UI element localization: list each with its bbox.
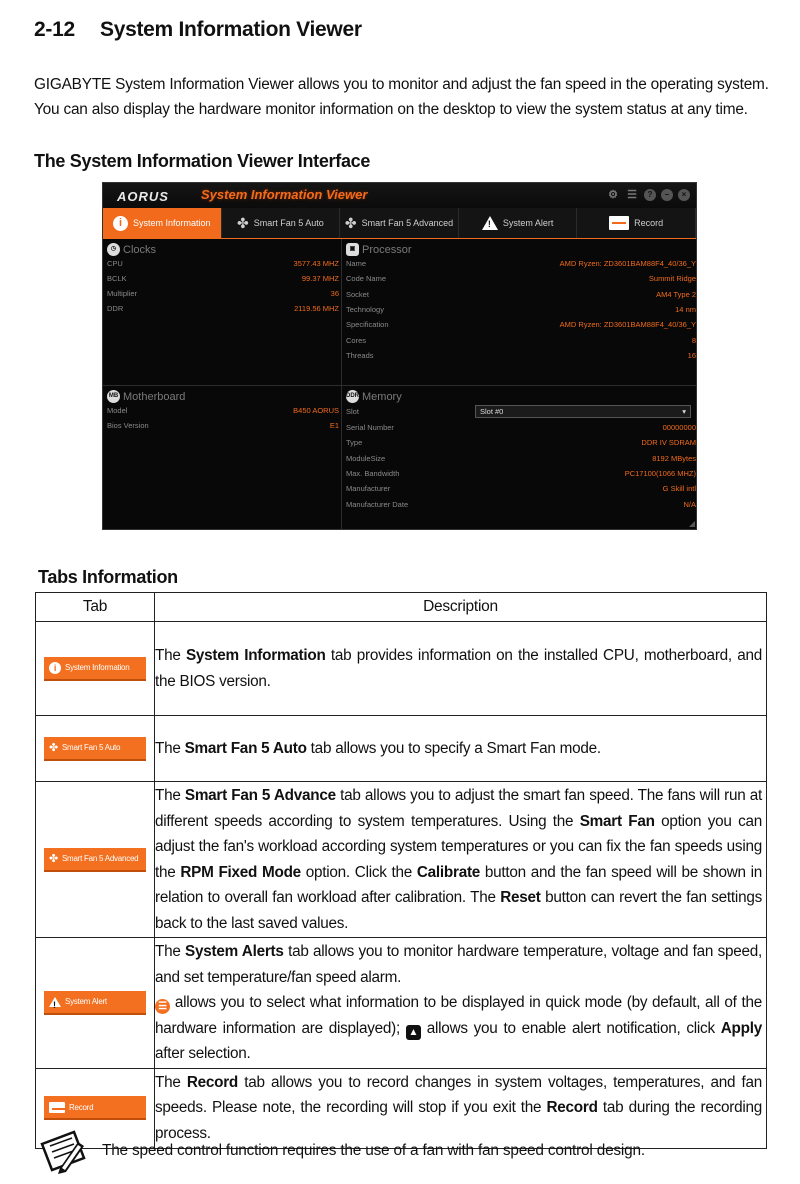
memory-key: Serial Number (346, 423, 394, 432)
tab-system-alert[interactable]: ! System Alert (459, 208, 578, 238)
memory-key: Manufacturer Date (346, 499, 409, 509)
resize-grip-icon[interactable]: ◢ (688, 519, 695, 528)
memory-value: N/A (683, 499, 696, 509)
motherboard-row (107, 421, 339, 435)
tabs-info-heading: Tabs Information (38, 567, 178, 587)
settings-gear-icon[interactable]: ⚙ (608, 189, 618, 201)
processor-row (346, 305, 696, 319)
table-row (36, 782, 767, 938)
clocks-row (107, 304, 339, 318)
record-icon (49, 1102, 65, 1113)
note-pencil-icon (38, 1128, 88, 1174)
info-icon: i (113, 216, 128, 231)
table-header-tab: Tab (36, 593, 155, 622)
memory-row (346, 469, 696, 483)
quick-mode-list-icon: ☰ (155, 999, 170, 1014)
row-description: The Record tab allows you to record changes in system voltages, temperatures, and fan speeds. Please note, the recording will stop if you exit the Record tab during the recording process. (155, 1068, 767, 1148)
motherboard-title: Motherboard (123, 390, 186, 403)
processor-row (346, 259, 696, 273)
intro-line-1: GIGABYTE System Information Viewer allows you to monitor and adjust the fan speed in the operating system. (34, 76, 769, 93)
tab-smart-fan-5-auto[interactable]: ✤ Smart Fan 5 Auto (222, 208, 341, 238)
memory-value: 8192 MBytes (652, 453, 696, 463)
table-header-description: Description (155, 593, 767, 622)
memory-row (346, 500, 696, 514)
app-tab-bar (103, 208, 696, 239)
processor-key: Cores (346, 335, 367, 345)
fan-plus-icon: ✤ (344, 215, 357, 231)
memory-key: Type (346, 438, 363, 448)
processor-value: 14 nm (675, 304, 696, 314)
menu-list-icon[interactable]: ☰ (627, 189, 637, 201)
processor-row (346, 274, 696, 288)
alert-icon (49, 997, 61, 1007)
motherboard-row (107, 406, 339, 420)
close-icon[interactable]: × (678, 189, 690, 201)
memory-key: Manufacturer (346, 484, 391, 494)
clock-icon: ◷ (107, 243, 120, 256)
note-text: The speed control function requires the use of a fan with fan speed control design. (102, 1142, 645, 1159)
motherboard-key: Model (107, 406, 128, 415)
app-titlebar (103, 183, 696, 208)
processor-value: AM4 Type 2 (656, 289, 696, 299)
table-row (36, 622, 767, 716)
system-information-tab-image: i System Information (44, 657, 146, 681)
memory-key: Max. Bandwidth (346, 468, 400, 478)
memory-value: PC17100(1066 MHZ) (624, 468, 696, 478)
clocks-value: 99.37 MHZ (301, 274, 339, 283)
row-description: The Smart Fan 5 Advance tab allows you to adjust the smart fan speed. The fans will run at different speeds according to system temperatures. Using the Smart Fan option you can adjust the fan's workload according system temperatures or you can fix the fan speeds using the RPM Fixed Mode option. Click the Calibrate button and the fan speed will be shown in relation to overall fan workload after calibration. The Reset button can revert the fan settings back to the last saved values. (155, 782, 767, 938)
tab-system-information[interactable]: i System Information (103, 208, 222, 238)
processor-value: Summit Ridge (648, 274, 696, 284)
alert-icon (482, 216, 498, 230)
processor-row (346, 290, 696, 304)
clocks-row (107, 289, 339, 303)
processor-icon: ▣ (346, 243, 359, 256)
tab-smart-fan-5-advanced[interactable]: ✤ Smart Fan 5 Advanced (340, 208, 459, 238)
processor-title: Processor (362, 243, 412, 256)
processor-key: Technology (346, 304, 384, 314)
section-heading (34, 18, 362, 42)
app-title: System Information Viewer (201, 187, 368, 202)
help-icon[interactable]: ? (644, 189, 656, 201)
motherboard-key: Bios Version (107, 421, 149, 430)
intro-paragraph (34, 72, 774, 122)
clocks-value: 36 (330, 289, 339, 298)
fan-icon: ✤ (49, 742, 58, 754)
info-icon: i (49, 662, 61, 674)
interface-heading: The System Information Viewer Interface (34, 151, 371, 171)
fan-icon: ✤ (237, 215, 249, 231)
tab-record[interactable]: Record (577, 208, 696, 238)
memory-row (346, 423, 696, 437)
intro-line-2: You can also display the hardware monitor information on the desktop to view the system status at any time. (34, 101, 748, 118)
row-description: The Smart Fan 5 Auto tab allows you to specify a Smart Fan mode. (155, 716, 767, 782)
clocks-row (107, 259, 339, 273)
processor-value: AMD Ryzen: ZD3601BAM88F4_40/36_Y (559, 259, 696, 268)
processor-key: Code Name (346, 274, 387, 284)
processor-key: Name (346, 259, 367, 268)
siv-app-window (102, 182, 697, 530)
clocks-key: DDR (107, 304, 124, 313)
memory-row (346, 484, 696, 498)
memory-slot-select[interactable]: Slot #0 ▾ (475, 405, 691, 418)
processor-value: 16 (687, 350, 696, 360)
tabs-info-table (35, 592, 767, 1149)
smart-fan-5-advanced-tab-image: ✤ Smart Fan 5 Advanced (44, 848, 146, 872)
clocks-value: 3577.43 MHZ (293, 259, 339, 268)
aorus-logo: AORUS (117, 189, 169, 204)
memory-value: G Skill intl (662, 484, 696, 494)
record-tab-image: Record (44, 1096, 146, 1120)
clocks-row (107, 274, 339, 288)
table-row (36, 938, 767, 1069)
processor-row (346, 320, 696, 334)
memory-row (346, 438, 696, 452)
processor-value: AMD Ryzen: ZD3601BAM88F4_40/36_Y (559, 320, 696, 330)
clocks-key: BCLK (107, 274, 127, 283)
note (38, 1128, 645, 1174)
clocks-key: Multiplier (107, 289, 138, 298)
table-row (36, 716, 767, 782)
processor-value: 8 (691, 335, 696, 345)
motherboard-value: B450 AORUS (293, 406, 339, 415)
clocks-panel (103, 239, 341, 385)
section-number: 2-12 (34, 18, 75, 41)
smart-fan-5-auto-tab-image: ✤ Smart Fan 5 Auto (44, 737, 146, 761)
processor-key: Threads (346, 350, 374, 360)
memory-slot-label-row: Slot (346, 407, 359, 416)
record-icon (609, 216, 629, 230)
memory-title: Memory (362, 390, 402, 403)
processor-panel (342, 239, 697, 385)
memory-row (346, 454, 696, 468)
processor-row (346, 351, 696, 365)
fan-plus-icon: ✤ (49, 853, 58, 865)
clocks-value: 2119.56 MHZ (294, 304, 339, 313)
row-description: The System Information tab provides information on the installed CPU, motherboard, and the BIOS version. (155, 622, 767, 716)
alert-notification-icon: ▲ (406, 1025, 421, 1040)
processor-key: Specification (346, 320, 389, 330)
memory-key: ModuleSize (346, 453, 386, 463)
clocks-key: CPU (107, 259, 123, 268)
memory-value: 00000000 (662, 423, 696, 432)
window-controls (606, 189, 690, 201)
system-alert-tab-image: ! System Alert (44, 991, 146, 1015)
motherboard-icon: MB (107, 390, 120, 403)
processor-key: Socket (346, 289, 369, 299)
memory-icon: DDR (346, 390, 359, 403)
motherboard-value: E1 (329, 421, 339, 430)
memory-value: DDR IV SDRAM (641, 438, 696, 448)
processor-row (346, 336, 696, 350)
clocks-title: Clocks (123, 243, 157, 256)
minimize-icon[interactable]: – (661, 189, 673, 201)
section-title: System Information Viewer (100, 18, 362, 41)
row-description: The System Alerts tab allows you to monitor hardware temperature, voltage and fan speed, and set temperature/fan speed alarm. ☰ allows you to select what information to be displayed in quick mode (by default, all of the hardware information are displayed); ▲ allows you to enable alert notification, click Apply after selection. (155, 938, 767, 1069)
motherboard-panel (103, 386, 341, 530)
